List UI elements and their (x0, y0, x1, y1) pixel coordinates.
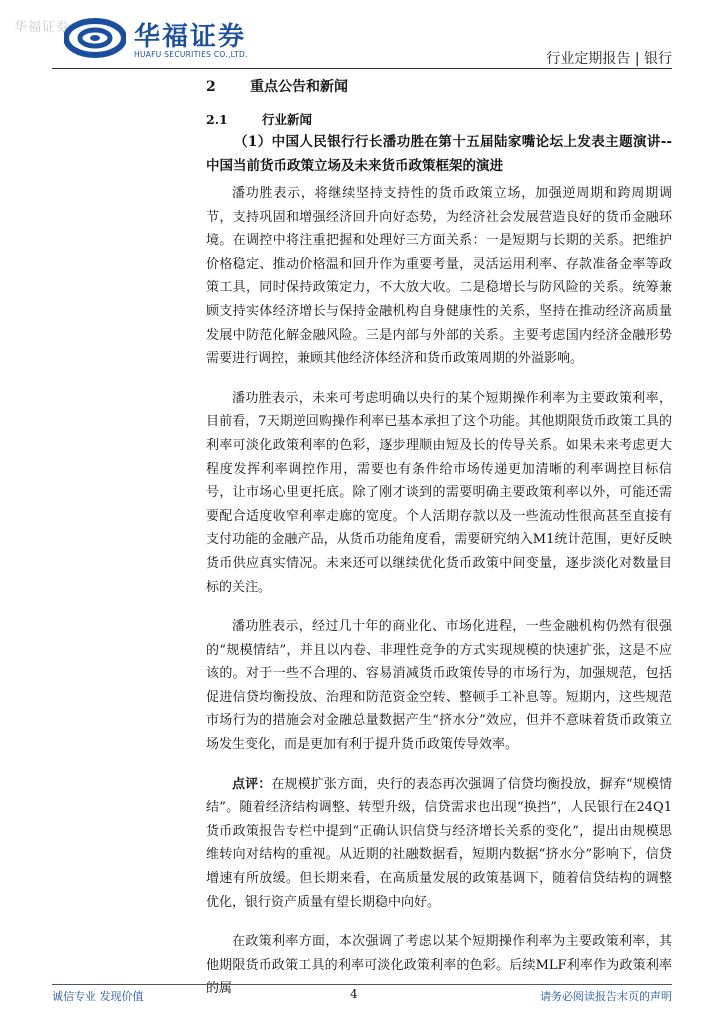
logo-swirl-icon (64, 18, 126, 58)
article-title: （1）中国人民银行行长潘功胜在第十五届陆家嘴论坛上发表主题演讲--中国当前货币政策立场及未来货币政策框架的演进 (206, 134, 672, 174)
footer-divider (52, 984, 672, 985)
body-paragraph: 潘功胜表示，经过几十年的商业化、市场化进程，一些金融机构仍然有很强的“规模情结”，并且以内卷、非理性竞争的方式实现规模的快速扩张，这是不应该的。对于一些不合理的、容易消减货币政策传导的市场行为，加强规范，包括促进信贷均衡投放、治理和防范资金空转、整顿手工补息等。短期内，这些规范市场行为的措施会对金融总量数据产生“挤水分”效应，但并不意味着货币政策立场发生变化，而是更加有利于提升货币政策传导效率。 (206, 619, 672, 753)
watermark-text: 华福证券 (14, 20, 71, 35)
section-title: 重点公告和新闻 (250, 79, 348, 95)
header-divider (52, 68, 672, 69)
report-type-label: 行业定期报告 | 银行 (546, 51, 672, 67)
logo-name-en: HUAFU SECURITIES CO.,LTD. (134, 50, 248, 59)
body-paragraph: 潘功胜表示，未来可考虑明确以央行的某个短期操作利率为主要政策利率，目前看，7天期逆回购操作利率已基本承担了这个功能。其他期限货币政策工具的利率可淡化政策利率的色彩，逐步理顺由短及长的传导关系。如果未来考虑更大程度发挥利率调控作用，需要也有条件给市场传递更加清晰的利率调控目标信号，让市场心里更托底。除了刚才谈到的需要明确主要政策利率以外，可能还需要配合适度收窄利率走廊的宽度。个人活期存款以及一些流动性很高甚至直接有支付功能的金融产品，从货币功能角度看，需要研究纳入M1统计范围，更好反映货币供应真实情况。未来还可以继续优化货币政策中间变量，逐步淡化对数量目标的关注。 (206, 390, 672, 595)
subsection-number: 2.1 (206, 112, 228, 127)
body-paragraph: 潘功胜表示，将继续坚持支持性的货币政策立场，加强逆周期和跨周期调节，支持巩固和增强经济回升向好态势，为经济社会发展营造良好的货币金融环境。在调控中将注重把握和处理好三方面关系：一是短期与长期的关系。把维护价格稳定、推动价格温和回升作为重要考量，灵活运用利率、存款准备金率等政策工具，同时保持政策定力，不大放大收。二是稳增长与防风险的关系。统筹兼顾支持实体经济增长与保持金融机构自身健康性的关系，坚持在推动经济高质量发展中防范化解金融风险。三是内部与外部的关系。主要考虑国内经济金融形势需要进行调控，兼顾其他经济体经济和货币政策周期的外溢影响。 (206, 186, 672, 367)
subsection-heading (206, 110, 312, 128)
page-number: 4 (350, 987, 358, 1001)
subsection-title: 行业新闻 (262, 112, 313, 127)
section-number: 2 (206, 79, 216, 95)
logo-name-cn: 华福证券 (134, 22, 247, 52)
article-body (206, 182, 672, 1017)
commentary-paragraph-2: 在政策利率方面，本次强调了考虑以某个短期操作利率为主要政策利率，其他期限货币政策工具的利率可淡化政策利率的色彩。后续MLF利率作为政策利率的属 (206, 934, 672, 997)
footer-slogan: 诚信专业 发现价值 (52, 990, 144, 1003)
commentary-lead: 点评： (232, 776, 272, 792)
commentary-paragraph (206, 773, 672, 915)
company-logo (64, 14, 264, 60)
commentary-text: 在规模扩张方面，央行的表态再次强调了信贷均衡投放，摒弃“规模情结”。随着经济结构调整、转型升级，信贷需求也出现“换挡”，人民银行在24Q1货币政策报告专栏中提到“正确认识信贷与经济增长关系的变化”，提出由规模思维转向对结构的重视。从近期的社融数据看，短期内数据“挤水分”影响下，信贷增速有所放缓。但长期来看，在高质量发展的政策基调下，随着信贷结构的调整优化，银行资产质量有望长期稳中向好。 (206, 776, 672, 910)
footer-disclaimer: 请务必阅读报告末页的声明 (540, 990, 672, 1003)
section-heading (206, 76, 348, 96)
